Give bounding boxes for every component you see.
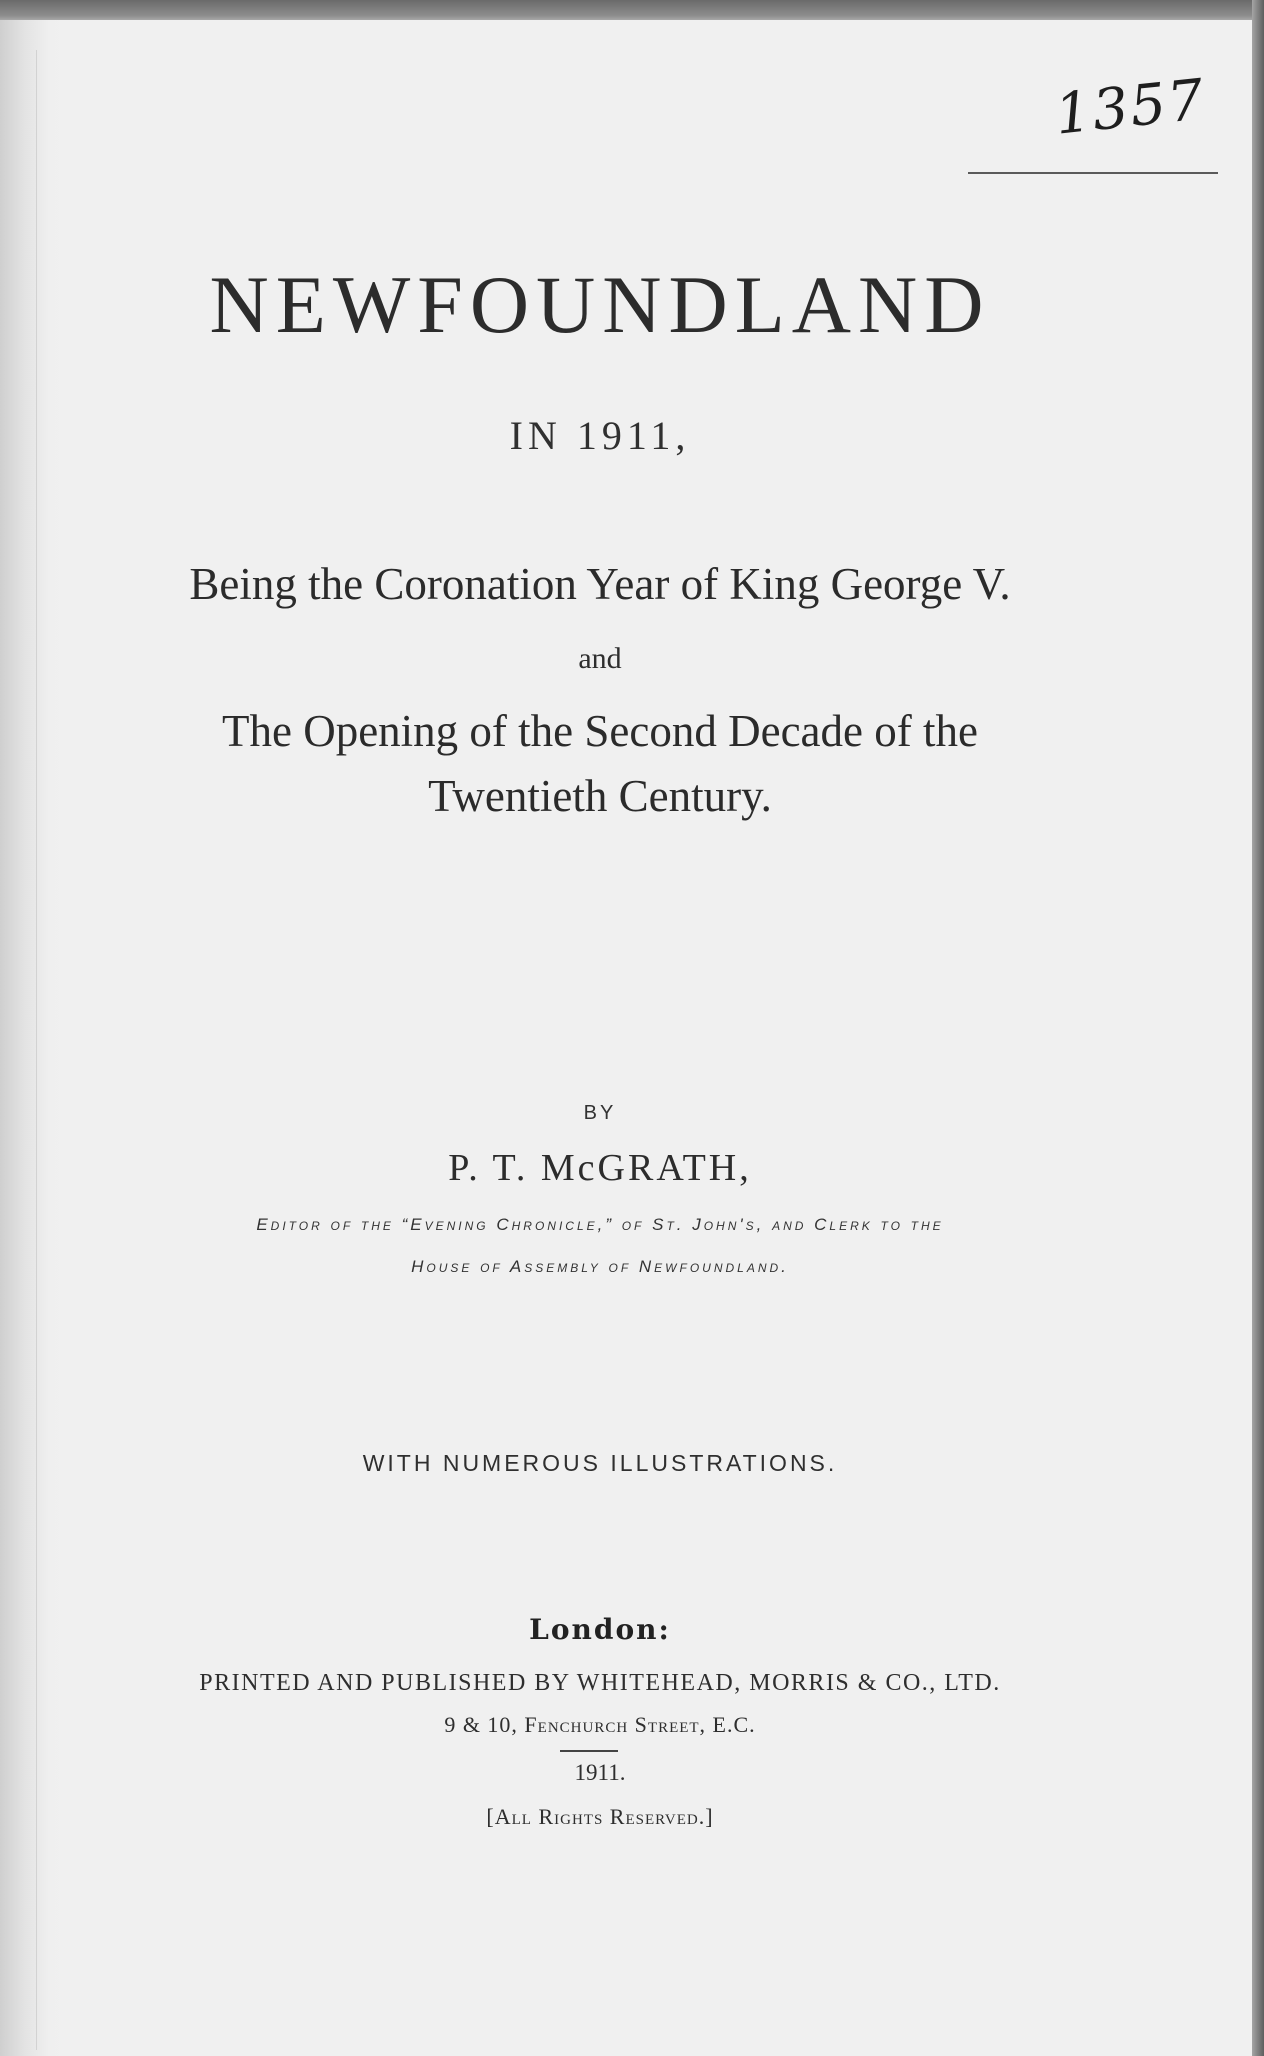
imprint-publisher: PRINTED AND PUBLISHED BY WHITEHEAD, MORRIS & CO., LTD.: [199, 1670, 1001, 1696]
title-page: [0, 20, 1252, 2056]
dedication-line-1: Being the Coronation Year of King George V.: [189, 559, 1011, 609]
rights-notice: [All Rights Reserved.]: [486, 1804, 714, 1829]
scan-right-edge: [1252, 0, 1264, 2056]
illustrations-note: WITH NUMEROUS ILLUSTRATIONS.: [362, 1450, 838, 1476]
author-name: P. T. McGRATH,: [448, 1147, 752, 1189]
catalog-underline: [968, 172, 1218, 174]
year-divider: [560, 1750, 618, 1752]
by-label: BY: [583, 1102, 617, 1124]
imprint-year: 1911.: [574, 1760, 626, 1785]
author-title-line-2: House of Assembly of Newfoundland.: [411, 1257, 789, 1276]
imprint-address: 9 & 10, Fenchurch Street, E.C.: [444, 1712, 756, 1737]
dedication-line-3: Twentieth Century.: [428, 771, 772, 821]
dedication-line-2: The Opening of the Second Decade of the: [222, 706, 978, 756]
imprint-place: London:: [529, 1613, 671, 1646]
handwritten-catalog-number: 1357: [1052, 67, 1209, 148]
book-subtitle-year: IN 1911,: [509, 413, 691, 458]
book-title: NEWFOUNDLAND: [209, 259, 991, 350]
author-title-line-1: Editor of the “Evening Chronicle,” of St. John's, and Clerk to the: [256, 1215, 944, 1234]
dedication-conjunction: and: [578, 642, 622, 675]
